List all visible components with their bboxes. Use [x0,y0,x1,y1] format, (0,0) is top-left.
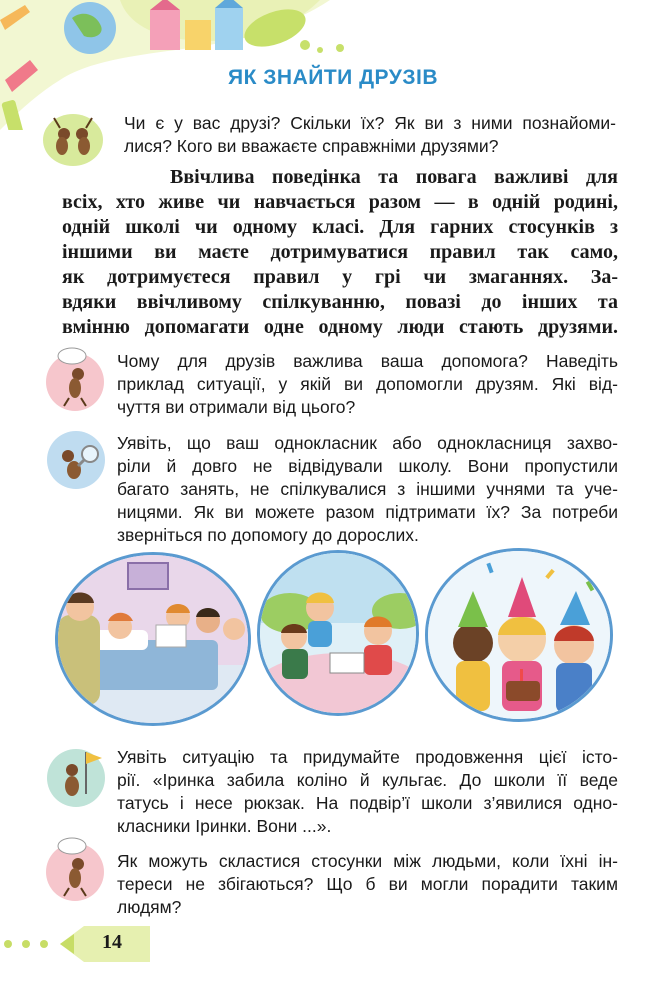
task-line: класники Іринки. Вони ...». [117,816,332,836]
task-line: зверніться по допомогу до дорослих. [117,525,419,545]
intro-question [124,112,616,158]
birthday-party-illustration [425,548,613,722]
task-line: ріли й довго не відвідували школу. Вони пропустили [117,456,618,476]
task-line: татусь і несе рюкзак. На подвір’ї школи з’явилися одно- [117,793,618,813]
paragraph-line: іншими ви маєте дотримуватися правил так само, [62,241,618,263]
task-text [117,746,618,838]
paragraph-line: всіх, хто живе чи навчається разом — в одній родині, [62,191,618,213]
two-ants-icon [40,110,106,168]
task-text [117,350,618,419]
paragraph-line: вмінню допомагати одне одному люди стають друзями. [62,316,618,338]
task-text [117,432,618,547]
task-line: Уявіть ситуацію та придумайте продовження цієї істо- [117,747,618,767]
page-marker-decoration [0,920,200,970]
intro-line: лися? Кого ви вважаєте справжніми друзями? [124,136,499,156]
thinking-ant-icon [42,346,108,412]
header-decoration [0,0,666,130]
ant-flag-icon [44,744,108,808]
intro-line: Чи є у вас друзі? Скільки їх? Як ви з ними познайоми- [124,113,616,133]
paragraph-line: Ввічлива поведінка та повага важливі для [170,166,618,188]
task-line: ницями. Як ви можете разом підтримати їх? За потреби [117,502,618,522]
paragraph-line: одній школі чи одному класі. Для гарних стосунків з [62,216,618,238]
task-line: Уявіть, що ваш однокласник або однокласниця захво- [117,433,618,453]
thinking-ant-icon [42,836,108,902]
paragraph-line: як дотримуєтеся правил у грі чи змаганнях. За- [62,266,618,288]
ant-magnifier-icon [44,428,108,492]
task-line: багато занять, не спілкувалися з іншими учнями та уче- [117,479,618,499]
paragraph-line: вдяки ввічливому спілкуванню, повазі до інших та [62,291,618,313]
hospital-visit-illustration [55,552,251,726]
page-number: 14 [102,931,122,953]
task-line: Як можуть скластися стосунки між людьми, коли їхні ін- [117,851,618,871]
task-line: чуття ви отримали від цього? [117,397,356,417]
main-paragraph [62,165,618,340]
task-line: Чому для друзів важлива ваша допомога? Наведіть [117,351,618,371]
task-text [117,850,618,919]
children-reading-illustration [257,550,419,716]
task-line: людям? [117,897,182,917]
task-line: приклад ситуації, у якій ви допомогли друзям. Які від- [117,374,618,394]
task-line: тереси не збігаються? Що б ви могли порадити таким [117,874,618,894]
task-line: рії. «Іринка забила коліно й кульгає. До школи її веде [117,770,618,790]
page-title: ЯК ЗНАЙТИ ДРУЗІВ [228,66,438,89]
